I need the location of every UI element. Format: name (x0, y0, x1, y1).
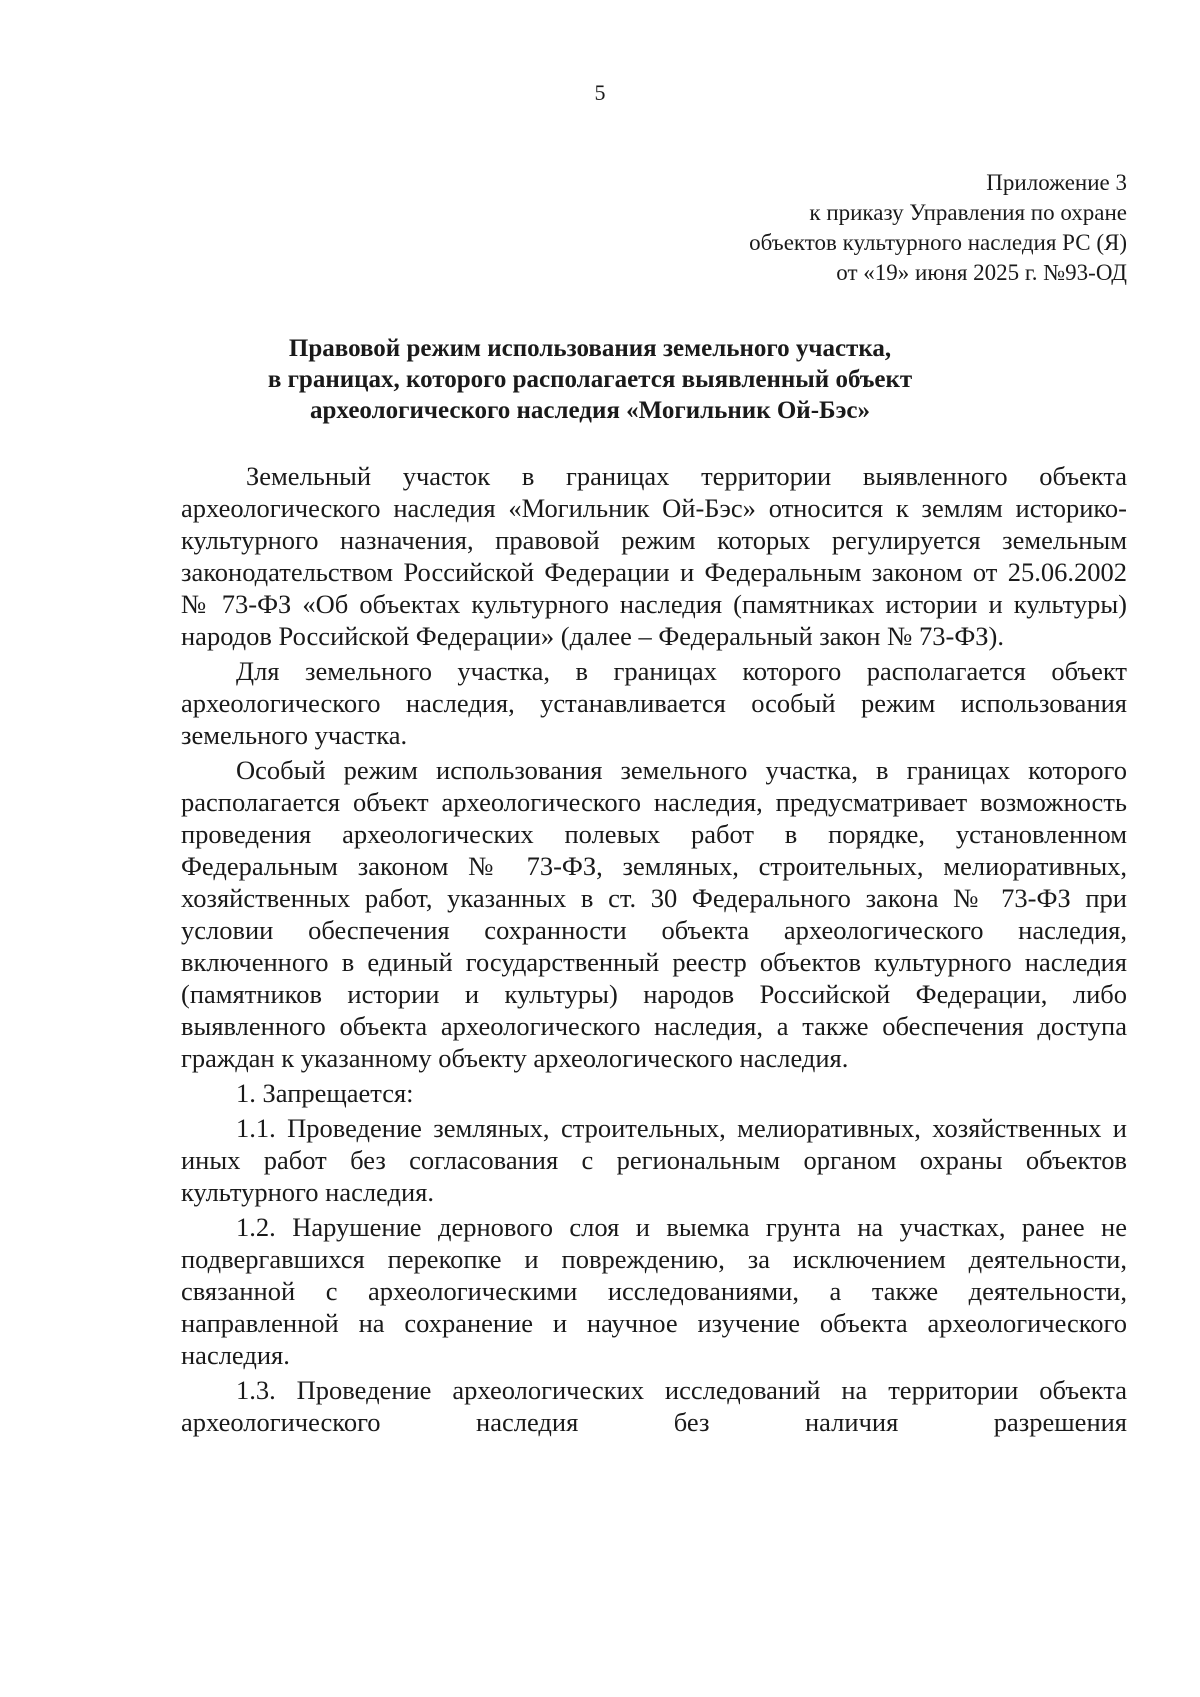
title-line: в границах, которого располагается выявленный объект (267, 366, 913, 393)
appendix-header (527, 168, 1127, 288)
paragraph: Земельный участок в границах территории выявленного объекта археологического наследия «Могильник Ой-Бэс» относится к землям историко-культурного назначения, правовой режим которых регулируется земельным законодательством Российской Федерации и Федеральным законом от 25.06.2002 № 73-ФЗ «Об объектах культурного наследия (памятниках истории и культуры) народов Российской Федерации» (далее – Федеральный закон № 73-ФЗ). (181, 461, 1127, 651)
paragraph: Особый режим использования земельного участка, в границах которого располагается объект археологического наследия, предусматривает возможность проведения археологических полевых работ в порядке, установленном Федеральным законом № 73-ФЗ, земляных, строительных, мелиоративных, хозяйственных работ, указанных в ст. 30 Федерального закона № 73-ФЗ при условии обеспечения сохранности объекта археологического наследия, включенного в единый государственный реестр объектов культурного наследия (памятников истории и культуры) народов Российской Федерации, либо выявленного объекта археологического наследия, а также обеспечения доступа граждан к указанному объекту археологического наследия. (181, 755, 1127, 1073)
appendix-line: к приказу Управления по охране (809, 200, 1127, 225)
list-item: 1.1. Проведение земляных, строительных, мелиоративных, хозяйственных и иных работ без согласования с региональным органом охраны объектов культурного наследия. (181, 1113, 1127, 1207)
appendix-line: объектов культурного наследия РС (Я) (749, 230, 1127, 255)
list-item: 1.3. Проведение археологических исследований на территории объекта археологического наследия без наличия разрешения (181, 1375, 1127, 1437)
title-line: Правовой режим использования земельного участка, (288, 335, 892, 362)
document-body (181, 460, 1127, 1441)
paragraph: Для земельного участка, в границах которого располагается объект археологического наследия, устанавливается особый режим использования земельного участка. (181, 656, 1127, 750)
document-title (150, 333, 1030, 426)
appendix-line: от «19» июня 2025 г. №93-ОД (836, 260, 1127, 285)
appendix-line: Приложение 3 (986, 170, 1127, 195)
title-line: археологического наследия «Могильник Ой-Бэс» (310, 397, 870, 424)
list-heading: 1. Запрещается: (236, 1078, 414, 1108)
list-item: 1.2. Нарушение дернового слоя и выемка грунта на участках, ранее не подвергавшихся перекопке и повреждению, за исключением деятельности, связанной с археологическими исследованиями, а также деятельности, направленной на сохранение и научное изучение объекта археологического наследия. (181, 1212, 1127, 1370)
page-number: 5 (594, 80, 606, 105)
